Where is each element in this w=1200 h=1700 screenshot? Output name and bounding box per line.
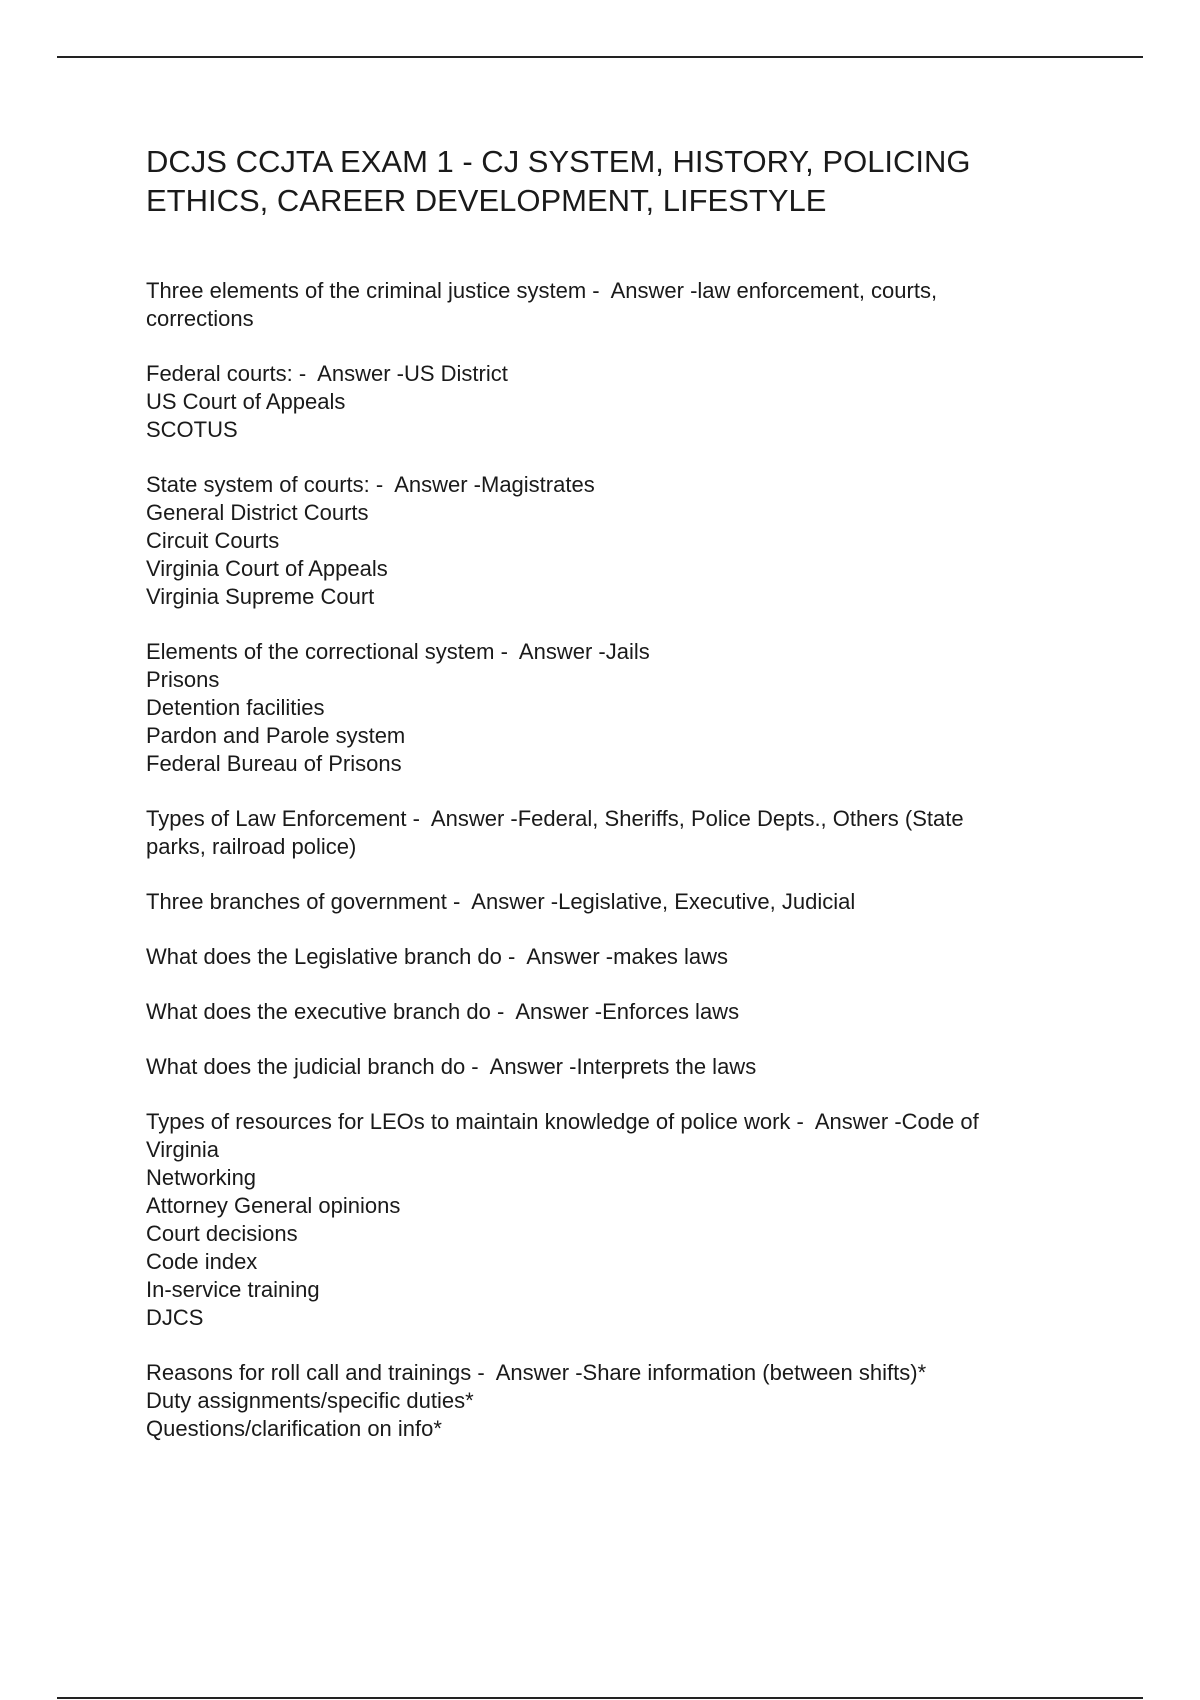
qa-line: State system of courts: - Answer -Magistrates: [146, 472, 595, 497]
qa-line: Types of Law Enforcement - Answer -Federal, Sheriffs, Police Depts., Others (State: [146, 806, 964, 831]
qa-line: DJCS: [146, 1305, 204, 1330]
qa-line: Federal Bureau of Prisons: [146, 751, 402, 776]
qa-line: Attorney General opinions: [146, 1193, 401, 1218]
qa-line: Questions/clarification on info*: [146, 1416, 442, 1441]
qa-line: Virginia Court of Appeals: [146, 556, 388, 581]
qa-item-branches-of-government: [146, 888, 1086, 916]
qa-line: corrections: [146, 306, 254, 331]
qa-line: Duty assignments/specific duties*: [146, 1388, 474, 1413]
qa-item-executive-branch: [146, 998, 1086, 1026]
qa-item-roll-call-reasons: [146, 1359, 1086, 1443]
qa-line: parks, railroad police): [146, 834, 357, 859]
qa-line: Court decisions: [146, 1221, 298, 1246]
title-line: ETHICS, CAREER DEVELOPMENT, LIFESTYLE: [146, 183, 827, 218]
qa-line: Virginia Supreme Court: [146, 584, 375, 609]
qa-item-correctional-system: [146, 638, 1086, 778]
qa-line: US Court of Appeals: [146, 389, 346, 414]
top-rule: [57, 56, 1143, 58]
qa-line: Prisons: [146, 667, 220, 692]
qa-line: Types of resources for LEOs to maintain knowledge of police work - Answer -Code of: [146, 1109, 979, 1134]
qa-line: Detention facilities: [146, 695, 325, 720]
qa-line: Networking: [146, 1165, 257, 1190]
qa-line: SCOTUS: [146, 417, 238, 442]
qa-line: Pardon and Parole system: [146, 723, 406, 748]
qa-line: Three branches of government - Answer -Legislative, Executive, Judicial: [146, 889, 856, 914]
qa-line: Virginia: [146, 1137, 219, 1162]
qa-line: Reasons for roll call and trainings - Answer -Share information (between shifts)*: [146, 1360, 927, 1385]
qa-item-law-enforcement-types: [146, 805, 1086, 861]
qa-line: What does the judicial branch do - Answer -Interprets the laws: [146, 1054, 757, 1079]
qa-line: Three elements of the criminal justice system - Answer -law enforcement, courts,: [146, 278, 938, 303]
qa-line: Code index: [146, 1249, 258, 1274]
qa-line: Circuit Courts: [146, 528, 280, 553]
qa-line: What does the Legislative branch do - Answer -makes laws: [146, 944, 729, 969]
qa-line: Federal courts: - Answer -US District: [146, 361, 508, 386]
qa-line: General District Courts: [146, 500, 369, 525]
qa-line: In-service training: [146, 1277, 320, 1302]
qa-item-legislative-branch: [146, 943, 1086, 971]
qa-line: Elements of the correctional system - Answer -Jails: [146, 639, 650, 664]
title-line: DCJS CCJTA EXAM 1 - CJ SYSTEM, HISTORY, POLICING: [146, 144, 971, 179]
qa-line: What does the executive branch do - Answer -Enforces laws: [146, 999, 740, 1024]
qa-item-state-courts: [146, 471, 1086, 611]
qa-item-leo-resources: [146, 1108, 1086, 1332]
document-body: [146, 142, 1086, 1470]
qa-item-judicial-branch: [146, 1053, 1086, 1081]
bottom-rule: [57, 1697, 1143, 1699]
qa-item-criminal-justice-elements: [146, 277, 1086, 333]
qa-item-federal-courts: [146, 360, 1086, 444]
document-title: [146, 142, 1086, 220]
